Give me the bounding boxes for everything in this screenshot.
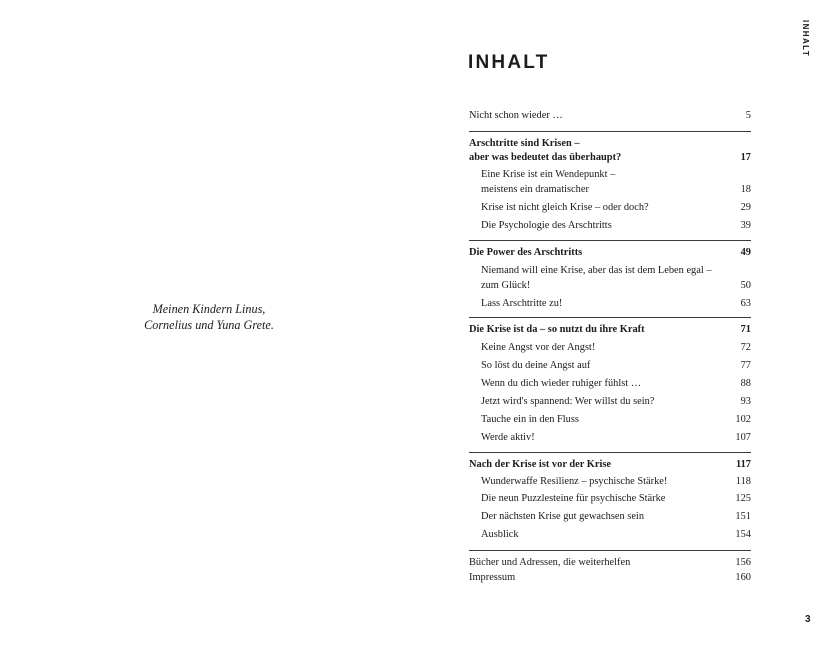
toc-chapter-title: Die Power des Arschtritts <box>469 247 583 258</box>
toc-entry-title: Die neun Puzzlesteine für psychische Stärke <box>481 493 666 504</box>
toc-entry-title: Lass Arschtritte zu! <box>481 298 563 309</box>
toc-entry-title: Jetzt wird's spannend: Wer willst du sein? <box>481 396 655 407</box>
toc-page-number: 63 <box>740 298 751 309</box>
toc-entry-title: Niemand will eine Krise, aber das ist dem Leben egal – <box>481 265 712 276</box>
toc-chapter-title: Arschtritte sind Krisen – <box>469 138 580 149</box>
toc-entry-title: Die Psychologie des Arschtritts <box>481 220 612 231</box>
toc-entry-endmatter <box>469 557 751 568</box>
toc-entry-title: Krise ist nicht gleich Krise – oder doch? <box>481 202 649 213</box>
toc-subentry <box>481 511 751 522</box>
toc-subentry <box>481 265 751 276</box>
toc-entry-title: Nicht schon wieder … <box>469 110 563 121</box>
toc-entry-title: Keine Angst vor der Angst! <box>481 342 596 353</box>
toc-page-number: 151 <box>735 511 751 522</box>
toc-page-number: 156 <box>735 557 751 568</box>
toc-subentry <box>481 493 751 504</box>
toc-subentry <box>481 396 751 407</box>
toc-page-number: 107 <box>735 432 751 443</box>
toc-entry-intro <box>469 110 751 121</box>
toc-entry-title: Eine Krise ist ein Wendepunkt – <box>481 169 616 180</box>
toc-entry-title: Wenn du dich wieder ruhiger fühlst … <box>481 378 642 389</box>
toc-chapter-title: Die Krise ist da – so nutzt du ihre Kraft <box>469 324 645 335</box>
toc-page-number: 49 <box>740 247 751 258</box>
side-tab-label: INHALT <box>801 20 810 58</box>
toc-entry-title: zum Glück! <box>481 280 531 291</box>
toc-page-number: 50 <box>740 280 751 291</box>
toc-subentry <box>481 432 751 443</box>
toc-entry-title: meistens ein dramatischer <box>481 184 589 195</box>
toc-subentry <box>481 342 751 353</box>
dedication <box>120 301 298 333</box>
toc-page-number: 39 <box>740 220 751 231</box>
toc-page-number: 118 <box>735 476 751 487</box>
toc-subentry <box>481 476 751 487</box>
toc-page-number: 5 <box>745 110 751 121</box>
toc-subentry <box>481 169 751 180</box>
chapter-divider <box>469 317 751 318</box>
toc-page-number: 17 <box>740 152 751 163</box>
toc-subentry <box>481 529 751 540</box>
toc-page-number: 18 <box>740 184 751 195</box>
toc-entry-title: Bücher und Adressen, die weiterhelfen <box>469 557 631 568</box>
toc-page-number: 71 <box>740 324 751 335</box>
toc-subentry <box>481 360 751 371</box>
toc-page-number: 160 <box>735 572 751 583</box>
toc-chapter-heading <box>469 138 751 149</box>
toc-subentry <box>481 298 751 309</box>
toc-chapter-heading <box>469 247 751 258</box>
toc-page-number: 72 <box>740 342 751 353</box>
toc-subentry <box>481 378 751 389</box>
toc-page-number: 154 <box>735 529 751 540</box>
toc-chapter-title: aber was bedeutet das überhaupt? <box>469 152 622 163</box>
toc-page-number: 117 <box>735 459 751 470</box>
dedication-line: Meinen Kindern Linus, <box>152 302 266 316</box>
toc-page-number: 77 <box>740 360 751 371</box>
toc-page-number: 125 <box>735 493 751 504</box>
toc-subentry <box>481 202 751 213</box>
toc-page-number: 102 <box>735 414 751 425</box>
toc-subentry <box>481 184 751 195</box>
chapter-divider <box>469 452 751 453</box>
toc-subentry <box>481 280 751 291</box>
toc-entry-title: Werde aktiv! <box>481 432 535 443</box>
toc-chapter-title: Nach der Krise ist vor der Krise <box>469 459 611 470</box>
page-number: 3 <box>805 614 811 625</box>
toc-page-number: 93 <box>740 396 751 407</box>
toc-subentry <box>481 220 751 231</box>
toc-subentry <box>481 414 751 425</box>
chapter-divider <box>469 240 751 241</box>
toc-entry-title: Der nächsten Krise gut gewachsen sein <box>481 511 645 522</box>
toc-entry-title: So löst du deine Angst auf <box>481 360 591 371</box>
toc-entry-title: Tauche ein in den Fluss <box>481 414 579 425</box>
toc-entry-title: Impressum <box>469 572 516 583</box>
toc-entry-endmatter <box>469 572 751 583</box>
dedication-line: Cornelius und Yuna Grete. <box>144 318 274 332</box>
chapter-divider <box>469 131 751 132</box>
page-title: INHALT <box>468 52 550 73</box>
toc-chapter-heading <box>469 324 751 335</box>
toc-page-number: 29 <box>740 202 751 213</box>
toc-entry-title: Ausblick <box>481 529 519 540</box>
toc-chapter-heading <box>469 152 751 163</box>
toc-entry-title: Wunderwaffe Resilienz – psychische Stärke! <box>481 476 668 487</box>
toc-chapter-heading <box>469 459 751 470</box>
toc-page-number: 88 <box>740 378 751 389</box>
chapter-divider <box>469 550 751 551</box>
